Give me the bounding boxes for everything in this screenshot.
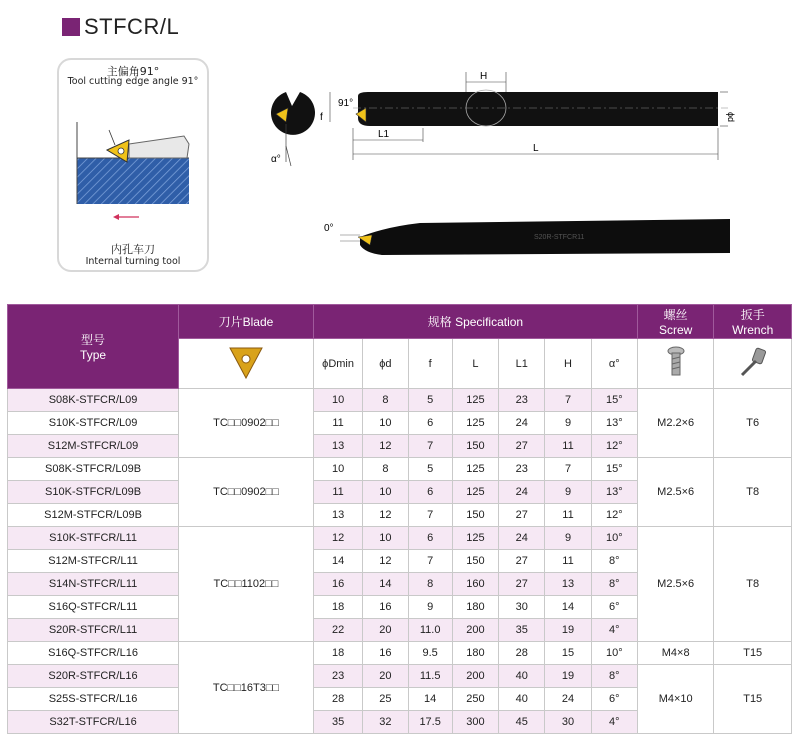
spec-cell-f: 6 <box>408 412 452 435</box>
specification-table <box>7 304 792 734</box>
spec-cell-f: 11.5 <box>408 665 452 688</box>
type-header: 型号 Type <box>8 305 179 389</box>
spec-cell-d: 12 <box>363 435 408 458</box>
spec-cell-d: 20 <box>363 619 408 642</box>
screw-cell: M2.5×6 <box>637 527 713 642</box>
spec-cell-d: 12 <box>363 504 408 527</box>
spec-cell-f: 17.5 <box>408 711 452 734</box>
spec-cell-f: 14 <box>408 688 452 711</box>
table-row <box>8 458 792 481</box>
screw-header: 螺丝 Screw <box>637 305 713 339</box>
spec-cell-d: 25 <box>363 688 408 711</box>
spec-cell-d: 10 <box>363 481 408 504</box>
type-cell: S08K-STFCR/L09 <box>8 389 179 412</box>
table-row <box>8 389 792 412</box>
spec-cell-d: 10 <box>363 527 408 550</box>
blade-cell: TC□□0902□□ <box>179 389 314 458</box>
spec-cell-dmin: 13 <box>313 504 362 527</box>
wrench-cell: T6 <box>714 389 792 458</box>
spec-cell-dmin: 12 <box>313 527 362 550</box>
spec-cell-L1: 23 <box>499 458 545 481</box>
spec-cell-H: 7 <box>545 458 591 481</box>
tool-type-cn: 内孔车刀 <box>111 243 155 256</box>
spec-cell-f: 9.5 <box>408 642 452 665</box>
spec-cell-H: 9 <box>545 412 591 435</box>
spec-cell-H: 11 <box>545 435 591 458</box>
spec-cell-L: 250 <box>452 688 498 711</box>
spec-cell-f: 11.0 <box>408 619 452 642</box>
spec-cell-L1: 40 <box>499 665 545 688</box>
blade-cell: TC□□1102□□ <box>179 527 314 642</box>
page-title <box>62 14 179 40</box>
spec-cell-dmin: 18 <box>313 596 362 619</box>
spec-cell-a: 12° <box>591 504 637 527</box>
spec-cell-dmin: 11 <box>313 481 362 504</box>
spec-cell-L1: 40 <box>499 688 545 711</box>
spec-cell-dmin: 28 <box>313 688 362 711</box>
col-L: L <box>452 339 498 389</box>
spec-cell-L1: 27 <box>499 435 545 458</box>
l1-label: L1 <box>378 129 390 140</box>
spec-cell-a: 8° <box>591 550 637 573</box>
spec-cell-dmin: 16 <box>313 573 362 596</box>
spec-cell-L: 150 <box>452 435 498 458</box>
workpiece-section <box>77 158 189 204</box>
spec-cell-a: 13° <box>591 412 637 435</box>
table-row <box>8 527 792 550</box>
spec-cell-dmin: 10 <box>313 458 362 481</box>
cutting-angle-en: Tool cutting edge angle 91° <box>67 76 199 87</box>
table-row <box>8 665 792 688</box>
spec-cell-L1: 35 <box>499 619 545 642</box>
type-cell: S12M-STFCR/L09 <box>8 435 179 458</box>
d-label: ϕd <box>726 112 736 123</box>
type-cell: S32T-STFCR/L16 <box>8 711 179 734</box>
title-text: STFCR/L <box>84 14 180 39</box>
spec-cell-dmin: 35 <box>313 711 362 734</box>
spec-cell-L: 150 <box>452 504 498 527</box>
spec-cell-a: 12° <box>591 435 637 458</box>
table-row <box>8 642 792 665</box>
spec-cell-L1: 45 <box>499 711 545 734</box>
spec-cell-d: 8 <box>363 458 408 481</box>
spec-cell-a: 10° <box>591 527 637 550</box>
spec-cell-dmin: 18 <box>313 642 362 665</box>
wrench-header: 扳手 Wrench <box>714 305 792 339</box>
spec-cell-a: 15° <box>591 389 637 412</box>
title-marker <box>62 18 80 36</box>
screw-cell: M2.2×6 <box>637 389 713 458</box>
shank-marking: S20R-STFCR11 <box>534 234 585 241</box>
tool-type-en: Internal turning tool <box>85 256 181 267</box>
wrench-image <box>714 339 792 389</box>
type-cell: S08K-STFCR/L09B <box>8 458 179 481</box>
spec-cell-H: 19 <box>545 665 591 688</box>
wrench-cell: T15 <box>714 665 792 734</box>
type-cell: S16Q-STFCR/L11 <box>8 596 179 619</box>
side-view-drawing <box>310 215 735 265</box>
spec-cell-d: 32 <box>363 711 408 734</box>
col-dmin: ϕDmin <box>313 339 362 389</box>
col-d: ϕd <box>363 339 408 389</box>
type-cell: S25S-STFCR/L16 <box>8 688 179 711</box>
spec-cell-H: 11 <box>545 504 591 527</box>
spec-cell-L: 125 <box>452 389 498 412</box>
type-cell: S20R-STFCR/L11 <box>8 619 179 642</box>
wrench-cell: T15 <box>714 642 792 665</box>
spec-cell-d: 16 <box>363 642 408 665</box>
spec-cell-a: 4° <box>591 711 637 734</box>
spec-cell-f: 7 <box>408 504 452 527</box>
spec-cell-L1: 24 <box>499 527 545 550</box>
type-cell: S12M-STFCR/L09B <box>8 504 179 527</box>
spec-cell-L: 160 <box>452 573 498 596</box>
spec-cell-L1: 24 <box>499 412 545 435</box>
col-f: f <box>408 339 452 389</box>
spec-cell-f: 9 <box>408 596 452 619</box>
col-alpha: α° <box>591 339 637 389</box>
alpha-label: α° <box>271 154 281 165</box>
f-label: f <box>320 112 323 123</box>
spec-cell-dmin: 10 <box>313 389 362 412</box>
triangle-insert-icon <box>226 342 266 382</box>
spec-cell-a: 6° <box>591 688 637 711</box>
zero-angle-label: 0° <box>324 223 334 234</box>
blade-image <box>179 339 314 389</box>
cutting-angle-cn: 主偏角91° <box>106 65 160 78</box>
spec-cell-H: 13 <box>545 573 591 596</box>
cutting-angle-card <box>57 58 209 272</box>
spec-cell-L1: 27 <box>499 504 545 527</box>
spec-cell-L1: 28 <box>499 642 545 665</box>
spec-cell-dmin: 23 <box>313 665 362 688</box>
type-cell: S14N-STFCR/L11 <box>8 573 179 596</box>
feed-direction-arrow <box>113 214 119 220</box>
spec-cell-L1: 30 <box>499 596 545 619</box>
spec-cell-dmin: 13 <box>313 435 362 458</box>
spec-cell-f: 6 <box>408 527 452 550</box>
spec-cell-H: 15 <box>545 642 591 665</box>
type-cell: S20R-STFCR/L16 <box>8 665 179 688</box>
spec-cell-H: 9 <box>545 527 591 550</box>
col-H: H <box>545 339 591 389</box>
spec-cell-L: 125 <box>452 481 498 504</box>
spec-cell-a: 8° <box>591 665 637 688</box>
spec-cell-L1: 27 <box>499 573 545 596</box>
tool-holder <box>129 136 189 158</box>
spec-cell-f: 5 <box>408 458 452 481</box>
spec-cell-d: 20 <box>363 665 408 688</box>
spec-cell-a: 15° <box>591 458 637 481</box>
type-cell: S10K-STFCR/L09B <box>8 481 179 504</box>
spec-cell-L: 150 <box>452 550 498 573</box>
spec-cell-H: 11 <box>545 550 591 573</box>
spec-cell-dmin: 22 <box>313 619 362 642</box>
blade-header: 刀片Blade <box>179 305 314 339</box>
screw-cell: M4×10 <box>637 665 713 734</box>
spec-cell-L: 200 <box>452 619 498 642</box>
spec-cell-d: 16 <box>363 596 408 619</box>
spec-cell-L: 180 <box>452 596 498 619</box>
spec-cell-L: 200 <box>452 665 498 688</box>
spec-cell-L: 125 <box>452 412 498 435</box>
angle-91-label: 91° <box>338 98 354 109</box>
spec-cell-H: 14 <box>545 596 591 619</box>
h-label: H <box>480 71 488 82</box>
spec-cell-f: 7 <box>408 550 452 573</box>
spec-cell-f: 8 <box>408 573 452 596</box>
spec-cell-d: 10 <box>363 412 408 435</box>
spec-cell-a: 8° <box>591 573 637 596</box>
wrench-icon <box>736 345 770 379</box>
screw-icon <box>661 345 691 379</box>
col-L1: L1 <box>499 339 545 389</box>
type-cell: S16Q-STFCR/L16 <box>8 642 179 665</box>
spec-cell-a: 4° <box>591 619 637 642</box>
spec-cell-L: 125 <box>452 527 498 550</box>
spec-cell-d: 8 <box>363 389 408 412</box>
spec-cell-a: 6° <box>591 596 637 619</box>
blade-cell: TC□□16T3□□ <box>179 642 314 734</box>
spec-cell-L1: 24 <box>499 481 545 504</box>
dimension-drawing <box>258 62 738 172</box>
internal-turning-illustration <box>69 100 199 235</box>
screw-image <box>637 339 713 389</box>
spec-cell-a: 13° <box>591 481 637 504</box>
spec-cell-a: 10° <box>591 642 637 665</box>
spec-cell-L: 180 <box>452 642 498 665</box>
spec-cell-L: 125 <box>452 458 498 481</box>
spec-cell-dmin: 11 <box>313 412 362 435</box>
boring-bar-body <box>358 92 718 126</box>
screw-cell: M4×8 <box>637 642 713 665</box>
l-label: L <box>533 143 539 154</box>
wrench-cell: T8 <box>714 527 792 642</box>
spec-cell-f: 7 <box>408 435 452 458</box>
spec-cell-d: 14 <box>363 573 408 596</box>
spec-header: 规格 Specification <box>313 305 637 339</box>
spec-cell-dmin: 14 <box>313 550 362 573</box>
spec-cell-f: 6 <box>408 481 452 504</box>
spec-cell-H: 24 <box>545 688 591 711</box>
spec-cell-f: 5 <box>408 389 452 412</box>
spec-cell-d: 12 <box>363 550 408 573</box>
type-cell: S12M-STFCR/L11 <box>8 550 179 573</box>
spec-cell-H: 30 <box>545 711 591 734</box>
spec-cell-L1: 27 <box>499 550 545 573</box>
spec-cell-L1: 23 <box>499 389 545 412</box>
spec-cell-H: 19 <box>545 619 591 642</box>
blade-cell: TC□□0902□□ <box>179 458 314 527</box>
type-cell: S10K-STFCR/L11 <box>8 527 179 550</box>
screw-cell: M2.5×6 <box>637 458 713 527</box>
wrench-cell: T8 <box>714 458 792 527</box>
spec-cell-H: 7 <box>545 389 591 412</box>
spec-cell-H: 9 <box>545 481 591 504</box>
type-cell: S10K-STFCR/L09 <box>8 412 179 435</box>
spec-cell-L: 300 <box>452 711 498 734</box>
